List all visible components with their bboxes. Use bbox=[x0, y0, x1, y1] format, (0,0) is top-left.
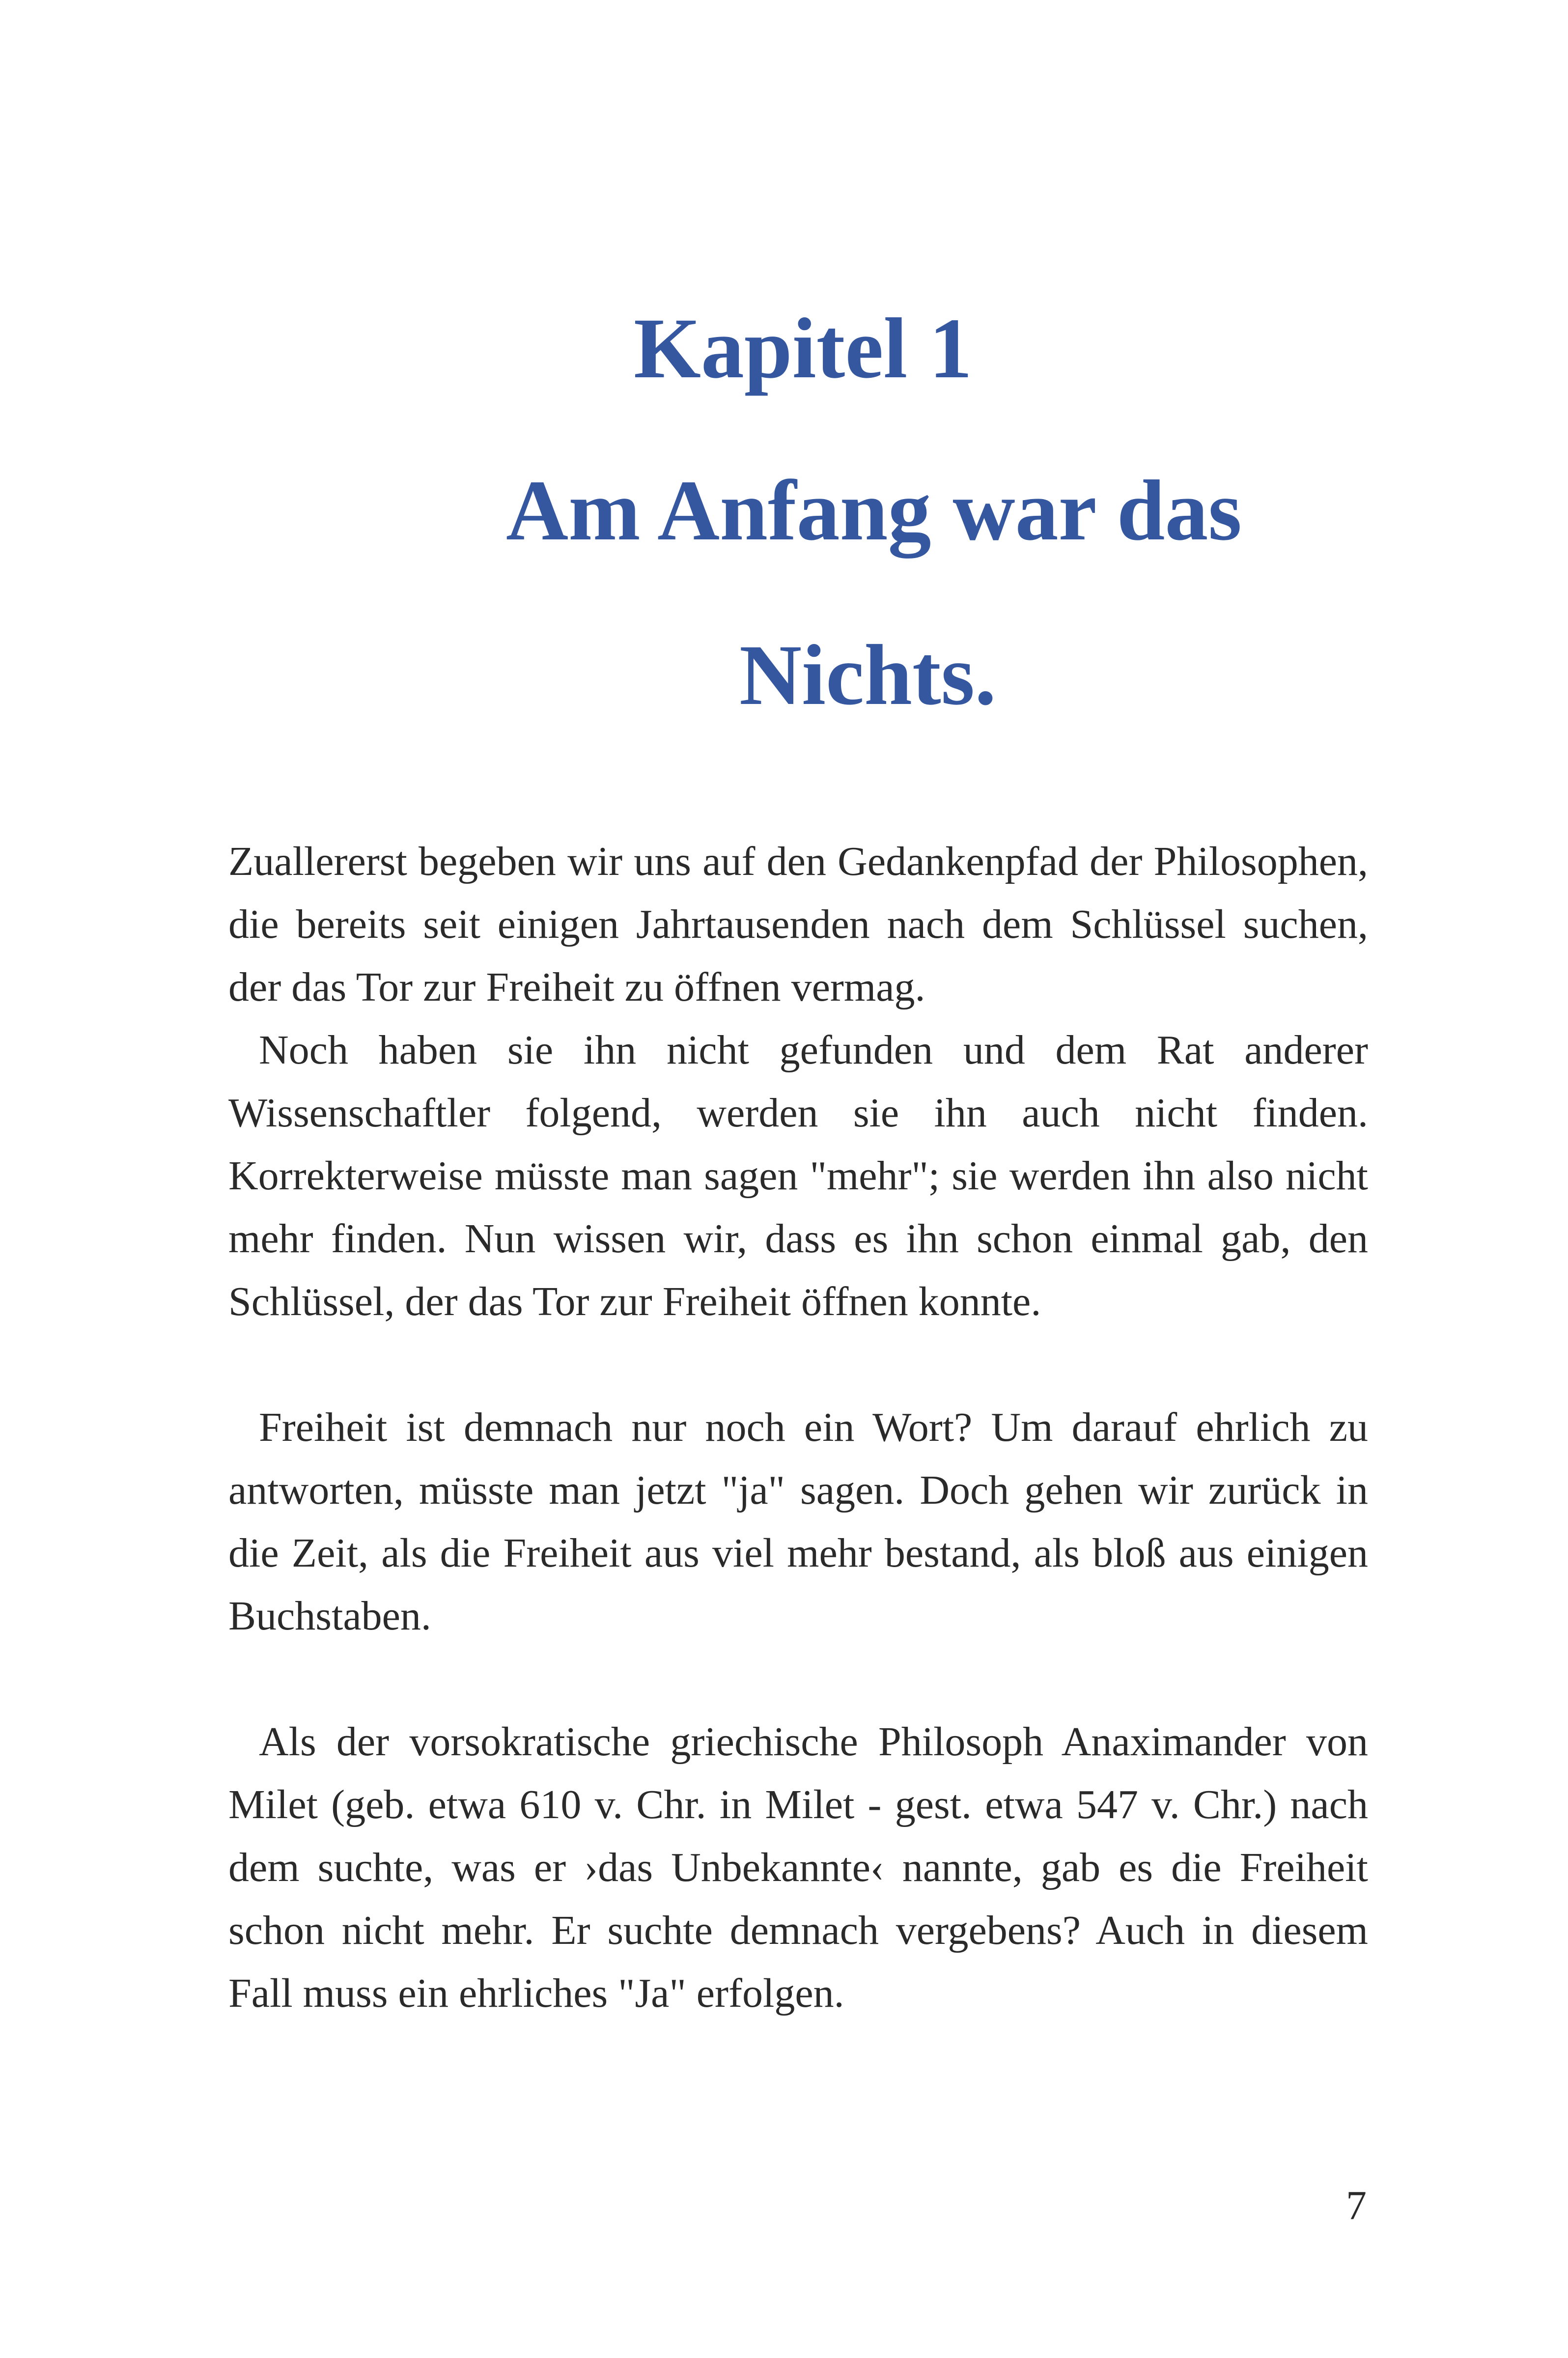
page-number: 7 bbox=[1346, 2183, 1367, 2228]
chapter-label: Kapitel 1 bbox=[634, 301, 973, 396]
chapter-title-line-2: Nichts. bbox=[739, 627, 997, 723]
body-text bbox=[228, 830, 1368, 2025]
paragraph-4: Als der vorsokratische griechische Philosoph Anaximander von Milet (geb. etwa 610 v. Chr. in Milet - gest. etwa 547 v. Chr.) nach dem suchte, was er ›das Unbekannte‹ nannte, gab es die Freiheit schon nicht mehr. Er suchte demnach vergebens? Auch in diesem Fall muss ein ehrliches "Ja" erfolgen. bbox=[228, 1719, 1368, 2016]
chapter-title-line-1: Am Anfang war das bbox=[506, 463, 1242, 559]
paragraph-2: Noch haben sie ihn nicht gefunden und dem Rat anderer Wissenschaftler folgend, werden sie ihn auch nicht finden. Korrekterweise müsste man sagen "mehr"; sie werden ihn also nicht mehr finden. Nun wissen wir, dass es ihn schon einmal gab, den Schlüssel, der das Tor zur Freiheit öffnen konnte. bbox=[228, 1027, 1368, 1324]
paragraph-3: Freiheit ist demnach nur noch ein Wort? Um darauf ehrlich zu antworten, müsste man jetzt "ja" sagen. Doch gehen wir zurück in die Zeit, als die Freiheit aus viel mehr bestand, als bloß aus einigen Buchstaben. bbox=[228, 1404, 1368, 1639]
paragraph-1: Zuallererst begeben wir uns auf den Gedankenpfad der Philosophen, die bereits seit einigen Jahrtausenden nach dem Schlüssel suchen, der das Tor zur Freiheit zu öffnen vermag. bbox=[228, 839, 1368, 1010]
